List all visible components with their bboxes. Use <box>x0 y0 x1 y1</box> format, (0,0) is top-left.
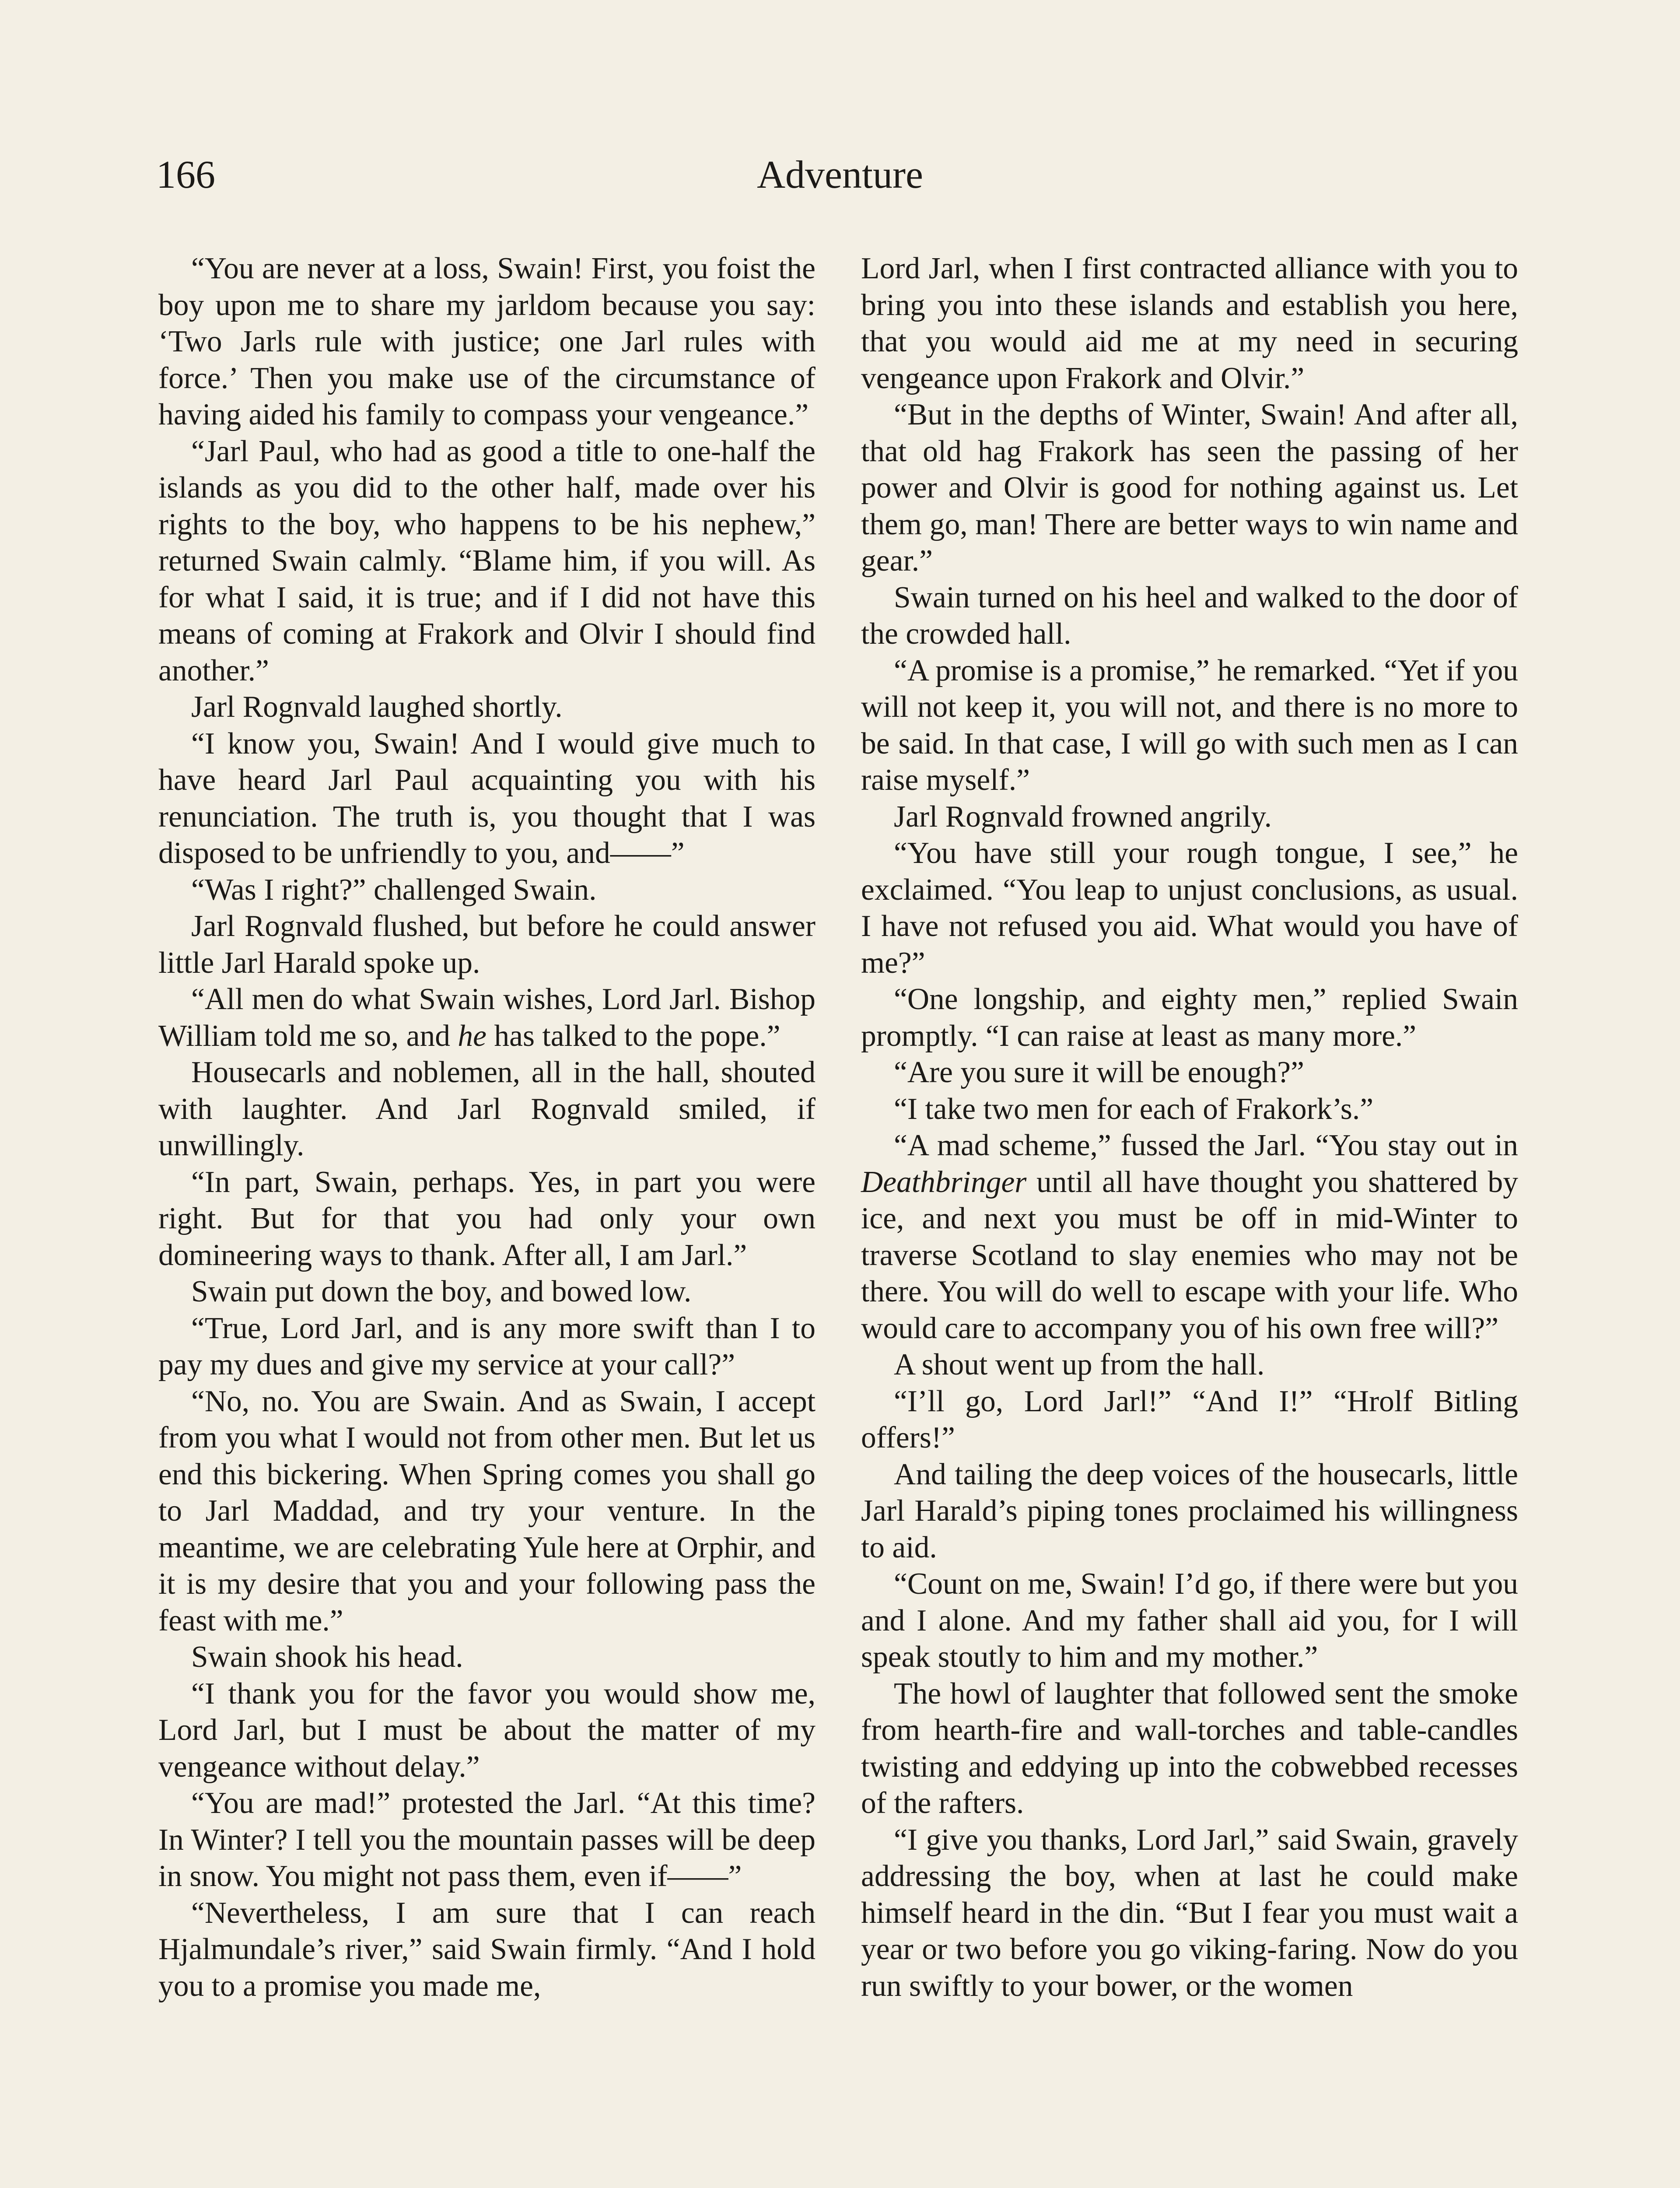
paragraph: “I give you thanks, Lord Jarl,” said Swain, gravely addressing the boy, when at last he could make himself heard in the din. “But I fear you must wait a year or two before you go viking-faring. Now do you run swiftly to your bower, or the women <box>861 1823 1518 2003</box>
paragraph: “One longship, and eighty men,” replied Swain promptly. “I can raise at least as many more.” <box>861 982 1518 1053</box>
paragraph: Swain put down the boy, and bowed low. <box>191 1275 692 1308</box>
text-run: “A mad scheme,” fussed the Jarl. “You stay out in <box>894 1129 1518 1162</box>
paragraph: “True, Lord Jarl, and is any more swift than I to pay my dues and give my service at your call?” <box>158 1311 816 1382</box>
paragraph: Jarl Rognvald frowned angrily. <box>894 799 1272 834</box>
paragraph: “Was I right?” challenged Swain. <box>191 873 597 907</box>
italic-text: Deathbringer <box>861 1165 1027 1199</box>
paragraph: “Nevertheless, I am sure that I can reach Hjalmundale’s river,” said Swain firmly. “And I hold you to a promise you made me, <box>158 1896 816 2003</box>
paragraph: “No, no. You are Swain. And as Swain, I accept from you what I would not from other men. But let us end this bickering. When Spring comes you shall go to Jarl Maddad, and try your venture. In the meantime, we are celebrating Yule here at Orphir, and it is my desire that you and your following pass the feast with me.” <box>158 1384 816 1637</box>
paragraph: “You have still your rough tongue, I see,” he exclaimed. “You leap to unjust conclusions, as usual. I have not refused you aid. What would you have of me?” <box>861 836 1518 980</box>
paragraph <box>861 1127 1518 1346</box>
paragraph: “You are never at a loss, Swain! First, you foist the boy upon me to share my jarldom because you say: ‘Two Jarls rule with justice; one Jarl rules with force.’ Then you make use of the circumstance of having aided his family to compass your vengeance.” <box>158 252 816 431</box>
page-number: 166 <box>156 153 215 196</box>
paragraph: “You are mad!” protested the Jarl. “At this time? In Winter? I tell you the mountain passes will be deep in snow. You might not pass them, even if——” <box>158 1786 816 1893</box>
paragraph: “I thank you for the favor you would show me, Lord Jarl, but I must be about the matter of my vengeance without delay.” <box>158 1676 816 1784</box>
paragraph: The howl of laughter that followed sent the smoke from hearth-fire and wall-torches and table-candles twisting and eddying up into the cobwebbed recesses of the rafters. <box>861 1676 1518 1820</box>
running-head: Adventure <box>757 153 923 196</box>
paragraph: Swain turned on his heel and walked to the door of the crowded hall. <box>861 580 1518 651</box>
paragraph: And tailing the deep voices of the housecarls, little Jarl Harald’s piping tones proclaimed his willingness to aid. <box>861 1457 1518 1564</box>
paragraph: “I’ll go, Lord Jarl!” “And I!” “Hrolf Bitling offers!” <box>861 1384 1518 1455</box>
text-run: has talked to the pope.” <box>486 1019 780 1053</box>
text-run: until all have thought you shattered by ice, and next you must be off in mid-Winter to traverse Scotland to slay enemies who may not be there. You will do well to escape with your life. Who would care to accompany you of his own free will?” <box>861 1165 1518 1345</box>
paragraph: “I take two men for each of Frakork’s.” <box>894 1092 1374 1126</box>
paragraph: “I know you, Swain! And I would give much to have heard Jarl Paul acquainting you with his renunciation. The truth is, you thought that I was disposed to be unfriendly to you, and——” <box>158 726 816 870</box>
paragraph: Jarl Rognvald laughed shortly. <box>191 690 563 724</box>
paragraph <box>158 981 816 1054</box>
left-column <box>158 250 816 2004</box>
paragraph: “But in the depths of Winter, Swain! And after all, that old hag Frakork has seen the passing of her power and Olvir is good for nothing against us. Let them go, man! There are better ways to win name and gear.” <box>861 398 1518 578</box>
text-run: “All men do what Swain wishes, Lord Jarl. Bishop William told me so, and <box>158 982 816 1053</box>
right-column <box>861 250 1518 2004</box>
paragraph: A shout went up from the hall. <box>894 1348 1265 1382</box>
paragraph: Lord Jarl, when I first contracted alliance with you to bring you into these islands and establish you here, that you would aid me at my need in securing vengeance upon Frakork and Olvir.” <box>861 252 1518 395</box>
italic-text: he <box>458 1019 486 1053</box>
paragraph: Jarl Rognvald flushed, but before he could answer little Jarl Harald spoke up. <box>158 909 816 980</box>
paragraph: “Jarl Paul, who had as good a title to one-half the islands as you did to the other half, made over his rights to the boy, who happens to be his nephew,” returned Swain calmly. “Blame him, if you will. As for what I said, it is true; and if I did not have this means of coming at Frakork and Olvir I should find another.” <box>158 434 816 687</box>
paragraph: Swain shook his head. <box>191 1640 463 1674</box>
paragraph: Housecarls and noblemen, all in the hall, shouted with laughter. And Jarl Rognvald smiled, if unwillingly. <box>158 1055 816 1162</box>
paragraph: “Are you sure it will be enough?” <box>894 1055 1304 1089</box>
paragraph: “A promise is a promise,” he remarked. “Yet if you will not keep it, you will not, and there is no more to be said. In that case, I will go with such men as I can raise myself.” <box>861 653 1518 797</box>
paragraph: “In part, Swain, perhaps. Yes, in part you were right. But for that you had only your own domineering ways to thank. After all, I am Jarl.” <box>158 1165 816 1272</box>
paragraph: “Count on me, Swain! I’d go, if there were but you and I alone. And my father shall aid you, for I will speak stoutly to him and my mother.” <box>861 1567 1518 1674</box>
